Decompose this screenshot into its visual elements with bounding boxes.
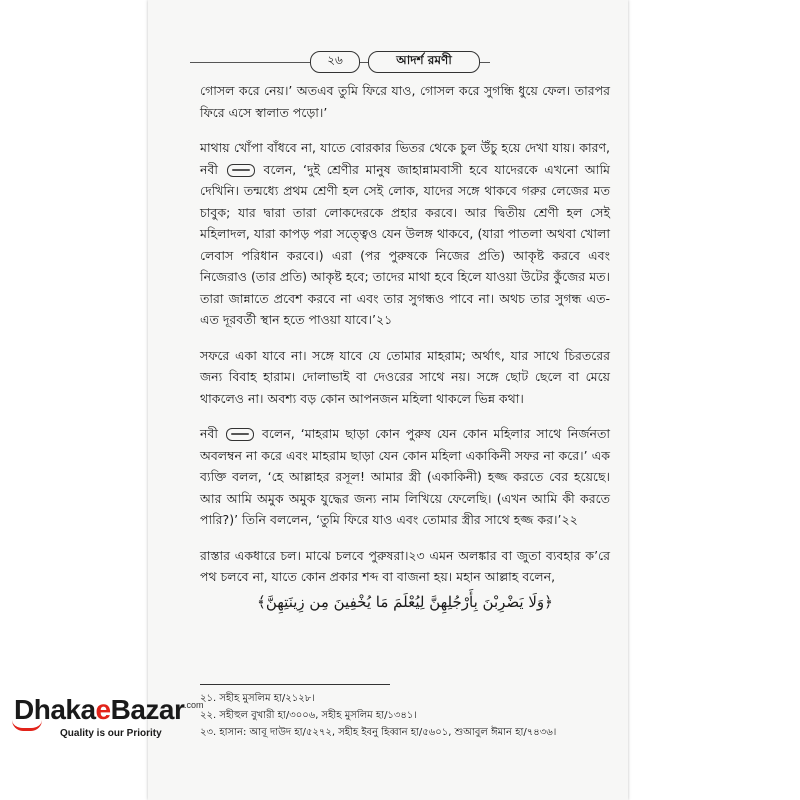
footnote-divider bbox=[200, 684, 390, 685]
paragraph-3 bbox=[200, 345, 610, 410]
salutation-seal-icon bbox=[226, 428, 254, 441]
footnotes bbox=[200, 690, 610, 741]
dhaka-ebazar-watermark-logo bbox=[12, 690, 202, 746]
footnote-22: ২২. সহীহুল বুখারী হা/৩০০৬, সহীহ মুসলিম হা/১৩৪১। bbox=[200, 710, 417, 721]
footnote-23: ২৩. হাসান: আবূ দাউদ হা/৫২৭২, সহীহ ইবনু হিব্বান হা/৫৬০১, শুআবুল ঈমান হা/৭৪৩৬। bbox=[200, 727, 557, 738]
quran-ayah: ﴿وَلَا يَضْرِبْنَ بِأَرْجُلِهِنَّ لِيُعْلَمَ مَا يُخْفِينَ مِن زِينَتِهِنَّ﴾ bbox=[257, 592, 553, 611]
paragraph-text: বলেন, ‘মাহরাম ছাড়া কোন পুরুষ যেন কোন মহিলার সাথে নির্জনতা অবলম্বন না করে এবং মাহরাম ছাড়া যেন কোন মহিলা একাকিনী সফর না করে।’ এক ব্যক্তি বলল, ‘হে আল্লাহর রসূল! আমার স্ত্রী (একাকিনী) হজ্জ করতে বের হয়েছে। আর আমি অমুক অমুক যুদ্ধের জন্য নাম লিখিয়ে ফেলেছি। (এখন আমি কী করতে পারি?)’ তিনি বললেন, ‘তুমি ফিরে যাও এবং তোমার স্ত্রীর সাথে হজ্জ কর।’২২ bbox=[200, 426, 611, 527]
paragraph-text: সফরে একা যাবে না। সঙ্গে যাবে যে তোমার মাহরাম; অর্থাৎ, যার সাথে চিরতরের জন্য বিবাহ হারাম। দোলাভাই বা দেওরের সাথে নয়। সঙ্গে ছোট ছেলে বা মেয়ে থাকলেও না। অবশ্য বড় কোন আপনজন মহিলা থাকলে ভিন্ন কথা। bbox=[200, 347, 610, 406]
logo-wordmark: DhakaeBazar bbox=[14, 694, 185, 725]
running-title: আদর্শ রমণী bbox=[368, 51, 480, 73]
paragraph-2 bbox=[200, 137, 610, 331]
paragraph-1 bbox=[200, 80, 610, 123]
footnote-21: ২১. সহীহ মুসলিম হা/২১২৮। bbox=[200, 693, 315, 704]
paragraph-4 bbox=[200, 423, 610, 531]
paragraph-text: বলেন, ‘দুই শ্রেণীর মানুষ জাহান্নামবাসী হবে যাদেরকে এখনো আমি দেখিনি। তন্মধ্যে প্রথম শ্রেণী হল সেই লোক, যাদের সঙ্গে থাকবে গরুর লেজের মত চাবুক; যার দ্বারা তারা লোকদেরকে প্রহার করবে। আর দ্বিতীয় শ্রেণী হল সেই মহিলাদল, যারা কাপড় পরা সত্ত্বেও যেন উলঙ্গ থাকবে, (যারা পাতলা অথবা খোলা লেবাস পরিধান করবে।) এরা (পর পুরুষকে নিজের প্রতি) আকৃষ্ট করবে এবং নিজেরাও (তার প্রতি) আকৃষ্ট হবে; তাদের মাথা হবে হিলে যাওয়া উটের কুঁজের মত। তারা জান্নাতে প্রবেশ করবে না এবং তার সুগন্ধও পাবে না। অথচ তার সুগন্ধ এত-এত দূরবর্তী স্থান হতে পাওয়া যাবে।’২১ bbox=[200, 161, 610, 327]
salutation-seal-icon bbox=[227, 164, 255, 177]
paragraph-text: রাস্তার একধারে চল। মাঝে চলবে পুরুষরা।২৩ এমন অলঙ্কার বা জুতা ব্যবহার ক’রে পথ চলবে না, যাতে কোন প্রকার শব্দ বা বাজনা হয়। মহান আল্লাহ বলেন, bbox=[200, 547, 610, 584]
paragraph-text: নবী bbox=[200, 426, 218, 441]
logo-tagline: Quality is our Priority bbox=[60, 728, 162, 739]
page-body bbox=[200, 80, 610, 613]
paragraph-text: গোসল করে নেয়।’ অতএব তুমি ফিরে যাও, গোসল করে সুগন্ধি ধুয়ে ফেল। তারপর ফিরে এসে স্বালাত পড়ো।’ bbox=[200, 83, 610, 120]
page-number: ২৬ bbox=[310, 51, 360, 73]
logo-domain: .com bbox=[184, 700, 204, 710]
page-header bbox=[190, 50, 490, 74]
paragraph-text: মাথায় খোঁপা বাঁধবে না, যাতে বোরকার ভিতর থেকে চুল উঁচু হয়ে দেখা যায়। কারণ, নবী bbox=[200, 140, 610, 177]
paragraph-5 bbox=[200, 545, 610, 588]
